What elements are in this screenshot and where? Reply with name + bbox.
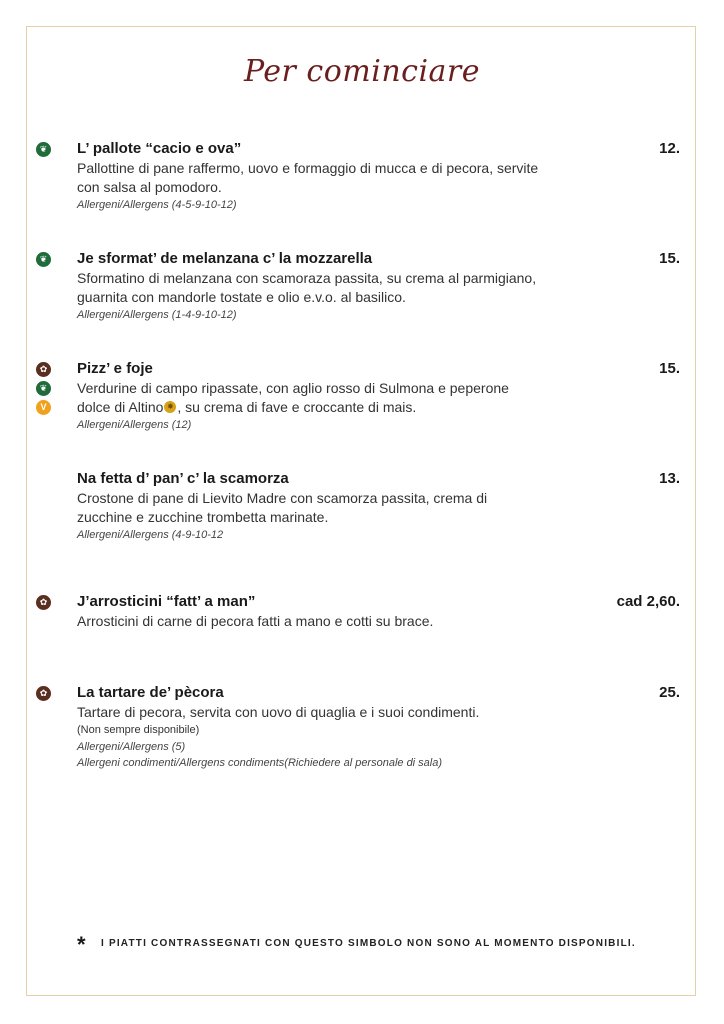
diet-icons (36, 595, 52, 614)
description-line: zucchine e zucchine trombetta marinate. (77, 509, 329, 525)
dish-name: La tartare de’ pècora (77, 684, 224, 701)
leaf-icon: ❦ (36, 142, 51, 157)
dish-price: 15. (659, 250, 680, 267)
allergen-info: Allergeni/Allergens (12) (77, 419, 192, 431)
allergen-info: Allergeni/Allergens (1-4-9-10-12) (77, 309, 237, 321)
description-text: dolce di Altino (77, 399, 164, 415)
wheat-icon: ✿ (36, 595, 51, 610)
description-line: Tartare di pecora, servita con uovo di quaglia e i suoi condimenti. (77, 704, 480, 720)
leaf-icon: ❦ (36, 381, 51, 396)
dish-price: cad 2,60. (616, 593, 680, 610)
vegan-icon: V (36, 400, 51, 415)
description-line: Pallottine di pane raffermo, uovo e formaggio di mucca e di pecora, servite (77, 160, 539, 176)
description-line: guarnita con mandorle tostate e olio e.v.o. al basilico. (77, 289, 406, 305)
availability-note: (Non sempre disponibile) (77, 724, 200, 736)
diet-icons (36, 142, 52, 161)
dish-description (77, 379, 637, 433)
page-title: Per cominciare (243, 54, 481, 89)
allergen-info: Allergeni/Allergens (4-9-10-12 (77, 529, 224, 541)
dish-price: 25. (659, 684, 680, 701)
dop-seal-icon: ✸ (164, 401, 176, 413)
allergen-condiments-info: Allergeni condimenti/Allergens condiments(Richiedere al personale di sala) (77, 757, 443, 769)
description-text: , su crema di fave e croccante di mais. (177, 399, 417, 415)
wheat-icon: ✿ (36, 686, 51, 701)
dish-name: Je sformat’ de melanzana c’ la mozzarella (77, 250, 373, 267)
dish-name: Na fetta d’ pan’ c’ la scamorza (77, 470, 289, 487)
allergen-info: Allergeni/Allergens (5) (77, 741, 186, 753)
leaf-icon: ❦ (36, 252, 51, 267)
dish-description (77, 703, 637, 771)
footer-text: I PIATTI CONTRASSEGNATI CON QUESTO SIMBOLO NON SONO AL MOMENTO DISPONIBILI. (101, 938, 636, 949)
description-line: Arrosticini di carne di pecora fatti a mano e cotti su brace. (77, 613, 434, 629)
dish-description (77, 159, 637, 213)
dish-price: 15. (659, 360, 680, 377)
wheat-icon: ✿ (36, 362, 51, 377)
dish-name: L’ pallote “cacio e ova” (77, 140, 242, 157)
description-line: con salsa al pomodoro. (77, 179, 222, 195)
description-line: Verdurine di campo ripassate, con aglio rosso di Sulmona e peperone (77, 380, 509, 396)
unavailable-star-icon: * (77, 932, 86, 957)
dish-description (77, 269, 637, 323)
diet-icons (36, 362, 52, 419)
dish-name: Pizz’ e foje (77, 360, 153, 377)
description-line: Sformatino di melanzana con scamoraza passita, su crema al parmigiano, (77, 270, 537, 286)
dish-price: 12. (659, 140, 680, 157)
dish-description (77, 489, 637, 543)
dish-name: J’arrosticini “fatt’ a man” (77, 593, 256, 610)
allergen-info: Allergeni/Allergens (4-5-9-10-12) (77, 199, 237, 211)
description-line: Crostone di pane di Lievito Madre con scamorza passita, crema di (77, 490, 488, 506)
description-line (77, 398, 637, 417)
diet-icons (36, 252, 52, 271)
dish-price: 13. (659, 470, 680, 487)
dish-description (77, 612, 637, 631)
diet-icons (36, 686, 52, 705)
